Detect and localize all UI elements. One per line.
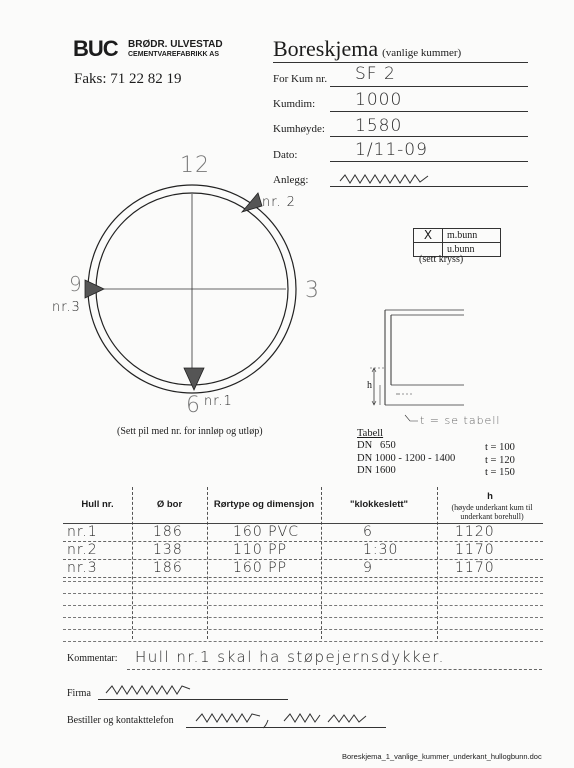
anlegg-label: Anlegg: [273, 174, 309, 186]
mark-nr2: nr. 2 [262, 195, 296, 210]
brand-name: BRØDR. ULVESTAD [128, 39, 223, 50]
table-row [63, 559, 543, 577]
kum-value[interactable]: SF 2 [355, 64, 396, 84]
kum-label: For Kum nr. [273, 73, 328, 85]
clock-6: 6 [186, 393, 201, 418]
tabell-title: Tabell [357, 428, 384, 439]
col-header-h-note: (høyde underkant kum til underkant borehull) [451, 503, 533, 521]
cell-klokke[interactable]: 6 [363, 524, 373, 540]
clock-caption: (Sett pil med nr. for innløp og utløp) [117, 426, 263, 437]
kumdim-value[interactable]: 1000 [355, 90, 403, 110]
tabell-row-3-t: t = 150 [485, 467, 515, 478]
kumhoyde-label: Kumhøyde: [273, 123, 325, 135]
tabell-row-2-dn: DN 1000 - 1200 - 1400 [357, 453, 456, 464]
clock-3: 3 [305, 278, 320, 303]
cell-h[interactable]: 1170 [455, 560, 495, 576]
cell-klokke[interactable]: 1:30 [363, 542, 399, 558]
mark-nr3: nr.3 [52, 300, 81, 315]
tabell-row-1-dn: DN 650 [357, 440, 396, 451]
cell-h[interactable]: 1120 [455, 524, 495, 540]
option-m-bunn: m.bunn [443, 229, 501, 243]
cell-bor[interactable]: 186 [153, 560, 183, 576]
tabell-row-2-t: t = 120 [485, 455, 515, 466]
table-row [63, 541, 543, 559]
fax-number: Faks: 71 22 82 19 [74, 71, 182, 87]
kumdim-label: Kumdim: [273, 98, 316, 110]
cell-hull[interactable]: nr.2 [67, 542, 98, 558]
cell-ror[interactable]: 160 PVC [233, 524, 299, 540]
brand-mark: BUC [73, 36, 118, 61]
cell-ror[interactable]: 160 PP [233, 560, 288, 576]
mark-nr1: nr.1 [204, 394, 233, 409]
table-row [63, 523, 543, 541]
hull-table [63, 487, 543, 642]
firma-signature-scribble [106, 683, 196, 697]
cell-bor[interactable]: 186 [153, 524, 183, 540]
profile-h-label: h [367, 380, 372, 391]
brand-subname: CEMENTVAREFABRIKK AS [128, 51, 220, 58]
firma-label: Firma [67, 688, 91, 699]
dato-value[interactable]: 1/11-09 [355, 140, 428, 160]
cell-bor[interactable]: 138 [153, 542, 183, 558]
dato-label: Dato: [273, 149, 298, 161]
bestiller-label: Bestiller og kontakttelefon [67, 715, 174, 726]
cell-h[interactable]: 1170 [455, 542, 495, 558]
col-header-h: h [487, 491, 493, 502]
cell-hull[interactable]: nr.1 [67, 524, 98, 540]
title-subtitle: (vanlige kummer) [382, 47, 462, 59]
cell-klokke[interactable]: 9 [363, 560, 373, 576]
kommentar-value[interactable]: Hull nr.1 skal ha støpejernsdykker. [135, 648, 445, 666]
footer-filename: Boreskjema_1_vanlige_kummer_underkant_hullogbunn.doc [342, 752, 542, 761]
checkbox-m-bunn[interactable]: X [414, 229, 443, 243]
cell-hull[interactable]: nr.3 [67, 560, 98, 576]
col-header-klokke: "klokkeslett" [349, 499, 409, 510]
option-u-bunn: u.bunn [443, 243, 501, 257]
col-header-hull: Hull nr. [81, 499, 114, 510]
cell-ror[interactable]: 110 PP [233, 542, 288, 558]
col-header-bor: Ø bor [156, 499, 183, 510]
col-header-ror: Rørtype og dimensjon [213, 499, 315, 510]
bestiller-signature-scribble [196, 710, 386, 728]
checkbox-caption: (sett kryss) [419, 254, 464, 265]
clock-12: 12 [180, 153, 210, 178]
profile-t-note: t = se tabell [420, 414, 501, 427]
kommentar-label: Kommentar: [67, 653, 118, 664]
title-text: Boreskjema [273, 36, 379, 61]
clock-9: 9 [69, 272, 83, 296]
tabell-row-1-t: t = 100 [485, 442, 515, 453]
tabell-row-3-dn: DN 1600 [357, 465, 396, 476]
kumhoyde-value[interactable]: 1580 [355, 116, 403, 136]
